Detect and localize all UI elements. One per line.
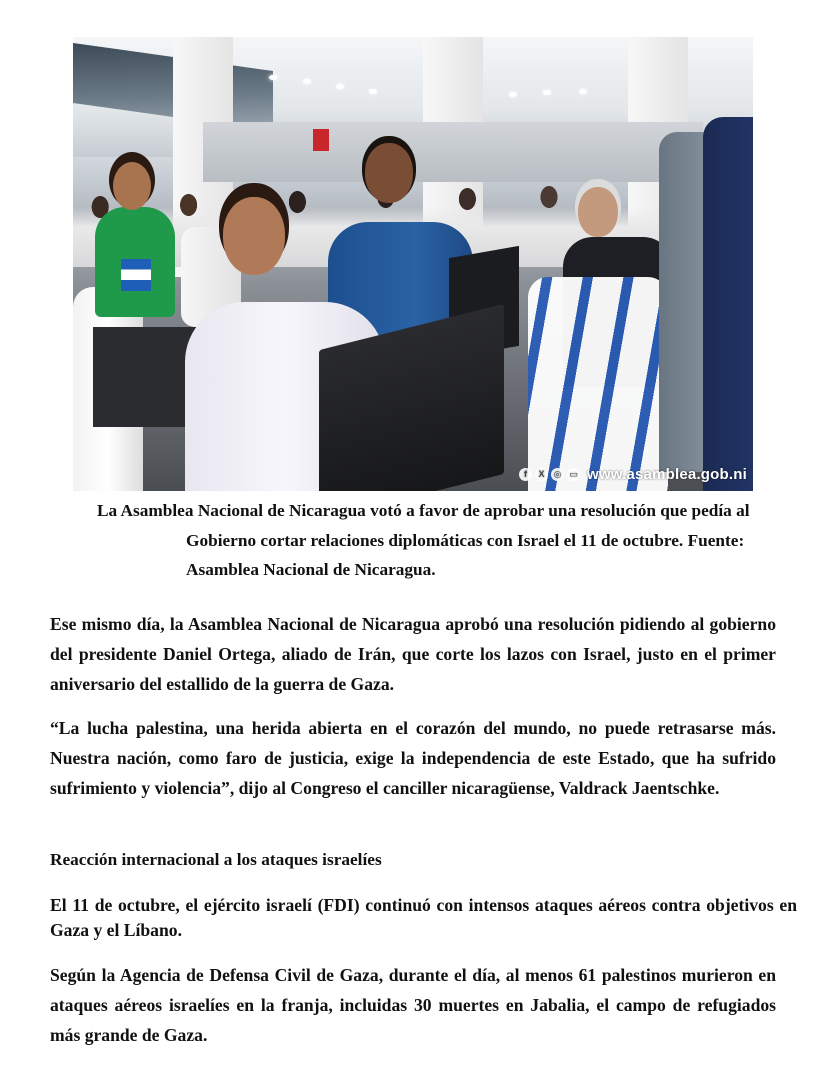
person-head xyxy=(578,187,618,237)
person-head xyxy=(113,162,151,210)
photo-caption xyxy=(97,496,797,585)
man-navy-suit xyxy=(703,117,753,491)
ceiling-light xyxy=(269,75,277,80)
youtube-icon: ▭ xyxy=(567,468,580,481)
article-paragraph: Ese mismo día, la Asamblea Nacional de Nicaragua aprobó una resolución pidiendo al gobierno del presidente Daniel Ortega, aliado de Irán, que corte los lazos con Israel, justo en el primer aniversario del estallido de la guerra de Gaza. xyxy=(50,614,776,694)
watermark-url: www.asamblea.gob.ni xyxy=(587,466,747,483)
ceiling-light xyxy=(543,90,551,95)
caption-line: La Asamblea Nacional de Nicaragua votó a favor de aprobar una resolución que pedía al xyxy=(97,501,750,520)
ceiling-light xyxy=(336,84,344,89)
instagram-icon: ◎ xyxy=(551,468,564,481)
person-head xyxy=(223,197,285,275)
quote-paragraph: “La lucha palestina, una herida abierta en el corazón del mundo, no puede retrasarse más. Nuestra nación, como faro de justicia, exige la independencia de este Estado, que ha sufrido sufrimiento y violencia”, dijo al Congreso el canciller nicaragüense, Valdrack Jaentschke. xyxy=(50,718,776,798)
section-heading: Reacción internacional a los ataques israelíes xyxy=(50,850,382,869)
ceiling-light xyxy=(303,79,311,84)
x-twitter-icon: X xyxy=(535,468,548,481)
ceiling-light xyxy=(579,89,587,94)
news-photo xyxy=(73,37,753,491)
caption-line: Gobierno cortar relaciones diplomáticas con Israel el 11 de octubre. Fuente: xyxy=(186,530,745,550)
ceiling-light xyxy=(509,92,517,97)
flag-draped-chairs xyxy=(528,277,668,491)
person-head xyxy=(365,143,413,203)
ceiling-light xyxy=(369,89,377,94)
facebook-icon: f xyxy=(519,468,532,481)
article-paragraph: Según la Agencia de Defensa Civil de Gaza, durante el día, al menos 61 palestinos murieron en ataques aéreos israelíes en la franja, incluidas 30 muertes en Jabalia, el campo de refugiados más grande de Gaza. xyxy=(50,965,776,1045)
red-flag xyxy=(313,129,329,151)
nicaragua-flag xyxy=(121,259,151,291)
caption-line: Asamblea Nacional de Nicaragua. xyxy=(186,560,436,579)
article-paragraph: El 11 de octubre, el ejército israelí (FDI) continuó con intensos ataques aéreos contra objetivos en Gaza y el Líbano. xyxy=(50,895,797,940)
photo-watermark xyxy=(519,466,747,483)
